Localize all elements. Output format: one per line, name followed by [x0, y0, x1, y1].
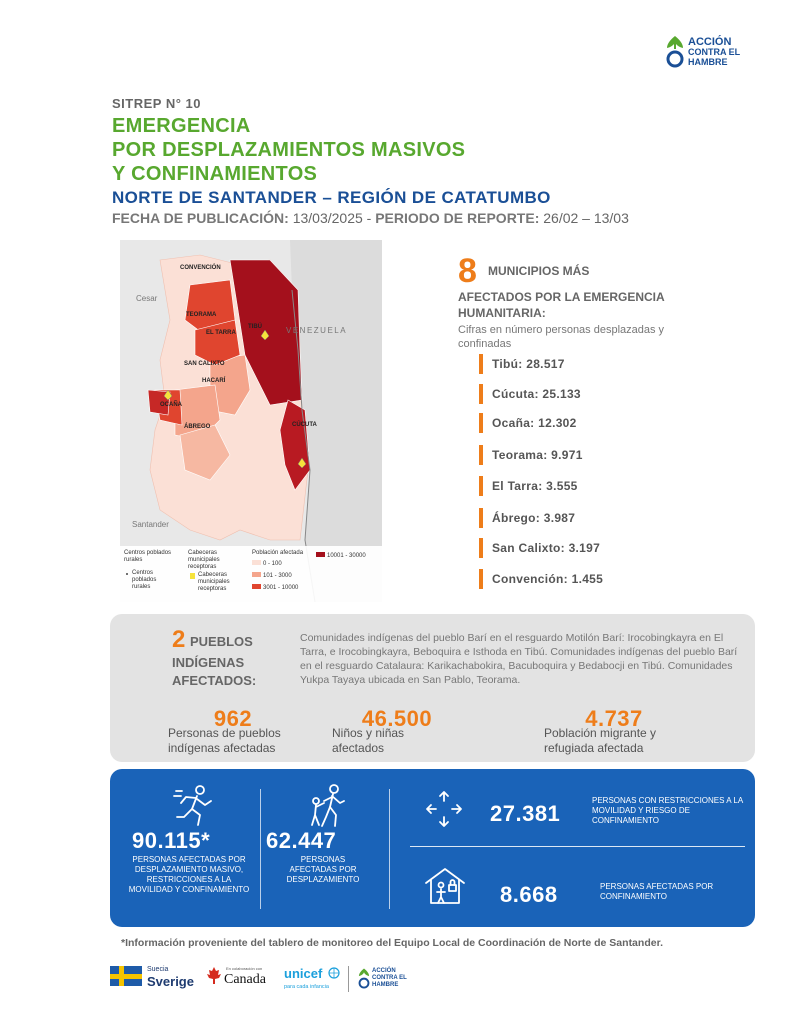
confined-value: 8.668: [500, 882, 558, 907]
municipios-count: 8: [458, 252, 477, 290]
map-legend: [120, 546, 382, 602]
map-label-hacari: HACARÍ: [202, 378, 226, 384]
divider: [260, 789, 261, 909]
legend-range-2-text: 101 - 3000: [263, 573, 292, 579]
unicef-tagline: para cada infancia: [284, 984, 329, 990]
sweden-flag-icon: [110, 966, 142, 986]
running-person-icon: [172, 783, 216, 829]
municipios-heading-1: MUNICIPIOS MÁS: [488, 264, 590, 278]
map-label-convencion: CONVENCIÓN: [180, 265, 221, 271]
legend-range-1-text: 0 - 100: [263, 561, 282, 567]
orange-bar: [479, 476, 483, 496]
legend-range-4: [316, 552, 366, 559]
period-value: 26/02 – 13/03: [539, 210, 629, 226]
sitrep-number: SITREP N° 10: [112, 96, 201, 111]
sweden-label-small: Suecia: [147, 966, 169, 973]
movement-arrows-icon: [424, 789, 464, 829]
stat-label: Personas de pueblos indígenas afectadas: [168, 726, 281, 755]
municipio-text: San Calixto: 3.197: [492, 541, 601, 555]
legend-cabeceras-item-text: Cabeceras municipales receptoras: [198, 572, 230, 592]
acf-logo: [664, 34, 764, 70]
dates-line: [112, 210, 629, 226]
legend-centros-item-text: Centros poblados rurales: [132, 570, 157, 590]
orange-bar: [479, 413, 483, 433]
stat-migrants: [544, 706, 684, 756]
flag-cross-horizontal: [110, 974, 142, 979]
acf-line1: ACCIÓN: [688, 36, 732, 48]
publication-date: 13/03/2025 -: [288, 210, 376, 226]
orange-bar: [479, 508, 483, 528]
divider: [410, 846, 745, 847]
canada-label: Canada: [224, 972, 266, 987]
legend-range-3: [252, 584, 298, 591]
municipio-text: Convención: 1.455: [492, 572, 604, 586]
orange-bar: [479, 445, 483, 465]
map-label-tibu: TIBÚ: [248, 324, 262, 330]
map-label-venezuela: VENEZUELA: [286, 326, 348, 335]
acf-footer-line1: ACCIÓN: [372, 968, 396, 974]
municipio-text: Tibú: 28.517: [492, 357, 565, 371]
acf-line3: HAMBRE: [688, 57, 728, 67]
stat-label: Población migrante y refugiada afectada: [544, 726, 657, 755]
divider: [389, 789, 390, 909]
map-label-cesar: Cesar: [136, 294, 158, 303]
map-label-cucuta: CÚCUTA: [292, 422, 317, 428]
displaced-label: PERSONAS AFECTADAS POR DESPLAZAMIENTO: [286, 855, 360, 884]
publication-label: FECHA DE PUBLICACIÓN:: [112, 210, 289, 226]
pueblos-communities-text: Comunidades indígenas del pueblo Barí en el resguardo Motilón Barí: Irocobingkayra en El Tarra, e Irocobingkayra, Beboquira e Isthoda en Tibú. Comunidades indígenas del pueblo Barí en el resguardo Catalaura: Karikachabokira, Bacuboquira y Bedabocji en Tibú. Comunidades Yukpa Tayaya ubicada en San Pablo, Teorama.: [300, 632, 738, 686]
legend-pin-icon: [190, 573, 195, 579]
page-title: [112, 114, 465, 186]
municipio-text: Ábrego: 3.987: [492, 511, 576, 525]
footer-divider: [348, 966, 349, 992]
map-label-el-tarra: EL TARRA: [206, 330, 236, 336]
legend-range-3-text: 3001 - 10000: [263, 585, 299, 591]
restrictions-label: PERSONAS CON RESTRICCIONES A LA MOVILIDAD Y RIESGO DE CONFINAMIENTO: [592, 796, 743, 825]
legend-swatch: [252, 560, 261, 565]
map-label-santander: Santander: [132, 520, 169, 529]
orange-bar: [479, 538, 483, 558]
acf-leaf-icon: [664, 34, 686, 68]
acf-footer-text: [372, 968, 407, 989]
footer-logos: [110, 960, 430, 1000]
restrictions-value: 27.381: [490, 801, 561, 826]
orange-bar: [479, 569, 483, 589]
map-label-teorama: TEORAMA: [186, 312, 217, 318]
map-label-abrego: ÁBREGO: [184, 424, 211, 430]
sweden-label: Sverige: [147, 974, 194, 989]
confined-label: PERSONAS AFECTADAS POR CONFINAMIENTO: [600, 882, 714, 901]
legend-dot-icon: [126, 573, 128, 575]
pueblos-count: 2: [172, 626, 186, 653]
stat-value: 46.500: [361, 706, 433, 731]
acf-line2: CONTRA EL: [688, 47, 741, 57]
catatumbo-map: [120, 240, 382, 602]
title-line-1: EMERGENCIA: [112, 115, 251, 137]
confined-house-icon: [424, 865, 466, 905]
indigenous-panel: [110, 614, 755, 762]
acf-footer-line2: CONTRA EL: [372, 975, 407, 981]
municipio-text: Teorama: 9.971: [492, 448, 583, 462]
legend-swatch: [252, 584, 261, 589]
displaced-value: 62.447: [266, 828, 337, 853]
period-label: PERIODO DE REPORTE:: [375, 210, 540, 226]
acf-footer-line3: HAMBRE: [372, 982, 399, 988]
acf-footer-leaf-icon: [357, 966, 371, 990]
page-subtitle: NORTE DE SANTANDER – REGIÓN DE CATATUMBO: [112, 188, 551, 207]
legend-range-4-text: 10001 - 30000: [327, 553, 366, 559]
legend-centros-title: Centros poblados rurales: [124, 550, 172, 563]
stat-value: 962: [213, 706, 253, 731]
footnote: *Información proveniente del tablero de monitoreo del Equipo Local de Coordinación de Norte de Santander.: [121, 937, 663, 949]
total-affected-label: PERSONAS AFECTADAS POR DESPLAZAMIENTO MASIVO, RESTRICCIONES A LA MOVILIDAD Y CONFINAMIENTO: [128, 855, 250, 894]
legend-cabeceras-title: Cabeceras municipales receptoras: [188, 550, 220, 570]
unicef-globe-icon: [328, 967, 340, 979]
legend-centros-item: [126, 570, 176, 591]
legend-poblacion-title: Población afectada: [252, 550, 304, 556]
municipio-text: Ocaña: 12.302: [492, 416, 577, 430]
title-line-3: Y CONFINAMIENTOS: [112, 163, 318, 185]
municipios-heading-2: AFECTADOS POR LA EMERGENCIA HUMANITARIA:: [458, 290, 665, 320]
orange-bar: [479, 384, 483, 404]
legend-swatch: [316, 552, 325, 557]
stat-value: 4.737: [585, 706, 643, 731]
orange-bar: [479, 354, 483, 374]
stat-label: Niños y niñas afectados: [332, 726, 405, 755]
maple-leaf-icon: [206, 966, 222, 986]
pueblos-heading-2: INDÍGENAS AFECTADOS:: [172, 655, 257, 688]
totals-panel: [110, 769, 755, 927]
municipio-text: El Tarra: 3.555: [492, 479, 578, 493]
municipios-description: Cifras en número personas desplazadas y confinadas: [458, 324, 665, 350]
canada-label-small: En colaboración con: [226, 966, 263, 971]
map-label-ocana: OCAÑA: [160, 402, 182, 408]
pueblos-heading-1: PUEBLOS: [190, 634, 253, 649]
title-line-2: POR DESPLAZAMIENTOS MASIVOS: [112, 139, 466, 161]
displaced-family-icon: [302, 783, 350, 829]
legend-swatch: [252, 572, 261, 577]
total-affected-value: 90.115*: [132, 828, 211, 853]
legend-range-1: [252, 560, 282, 567]
legend-range-2: [252, 572, 292, 579]
stat-indigenous: [168, 706, 298, 756]
legend-cabeceras-item: [190, 572, 246, 593]
unicef-label: unicef: [284, 966, 323, 981]
map-label-san-calixto: SAN CALIXTO: [184, 361, 225, 367]
municipio-text: Cúcuta: 25.133: [492, 387, 581, 401]
acf-logo-text: [688, 37, 740, 67]
stat-children: [332, 706, 462, 756]
